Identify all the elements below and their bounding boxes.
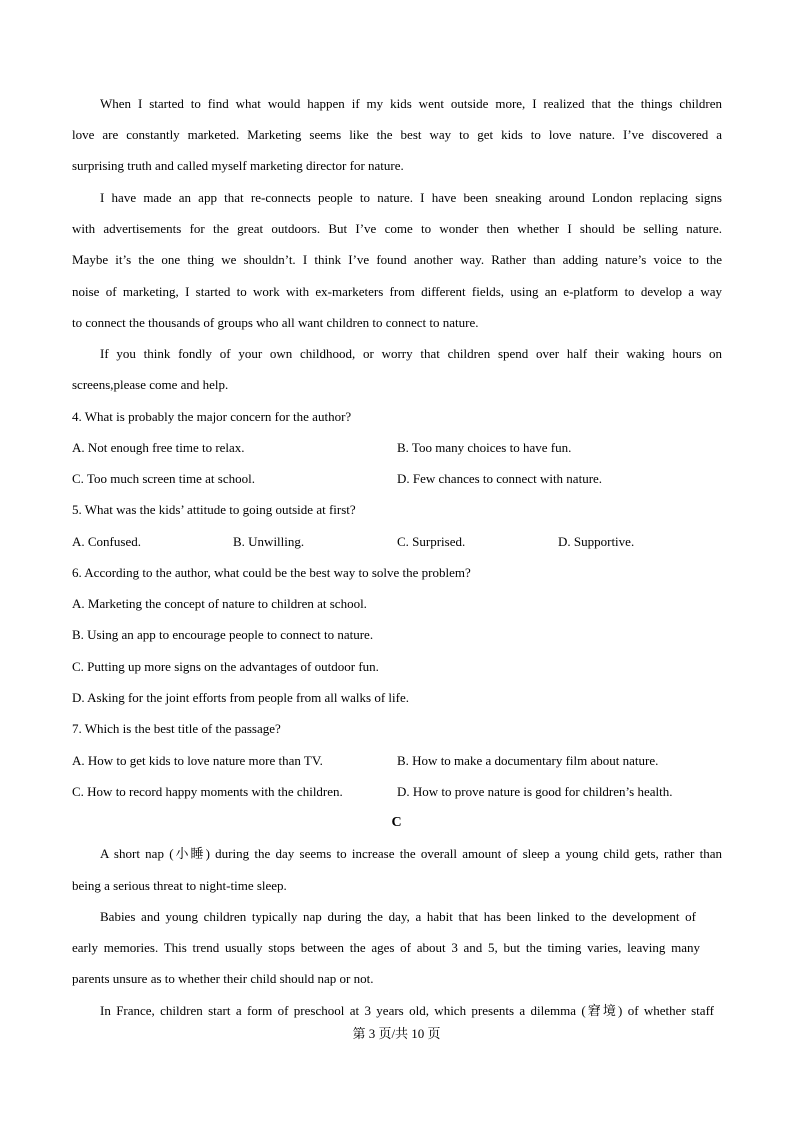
q5-option-b: B. Unwilling. xyxy=(233,534,305,549)
paragraph-line: A short nap (小睡) during the day seems to increase the overall amount of sleep a young child gets, rather than xyxy=(100,846,722,861)
q6-option-c: C. Putting up more signs on the advantages of outdoor fun. xyxy=(72,659,379,674)
q7-option-d: D. How to prove nature is good for children’s health. xyxy=(397,784,673,799)
q4-option-b: B. Too many choices to have fun. xyxy=(397,440,572,455)
paragraph-line: parents unsure as to whether their child should nap or not. xyxy=(72,971,374,986)
paragraph-line: If you think fondly of your own childhood, or worry that children spend over half their waking hours on xyxy=(100,346,722,361)
q5-option-d: D. Supportive. xyxy=(558,534,635,549)
question-7-stem: 7. Which is the best title of the passage? xyxy=(72,721,281,736)
question-4-stem: 4. What is probably the major concern for the author? xyxy=(72,409,352,424)
question-5-stem: 5. What was the kids’ attitude to going outside at first? xyxy=(72,502,356,517)
q5-option-c: C. Surprised. xyxy=(397,534,466,549)
section-heading: C xyxy=(391,815,402,830)
paragraph-line: with advertisements for the great outdoors. But I’ve come to wonder then whether I should be selling nature. xyxy=(72,221,722,236)
page-number: 第 3 页/共 10 页 xyxy=(352,1026,441,1041)
q5-option-a: A. Confused. xyxy=(72,534,141,549)
q7-option-c: C. How to record happy moments with the children. xyxy=(72,784,343,799)
q6-option-d: D. Asking for the joint efforts from people from all walks of life. xyxy=(72,690,409,705)
q4-option-d: D. Few chances to connect with nature. xyxy=(397,471,603,486)
paragraph-line: being a serious threat to night-time sleep. xyxy=(72,878,287,893)
question-6-stem: 6. According to the author, what could be the best way to solve the problem? xyxy=(72,565,471,580)
q7-option-a: A. How to get kids to love nature more than TV. xyxy=(72,753,323,768)
q4-option-c: C. Too much screen time at school. xyxy=(72,471,255,486)
paragraph-line: love are constantly marketed. Marketing seems like the best way to get kids to love nature. I’ve discovered a xyxy=(72,127,722,142)
q6-option-b: B. Using an app to encourage people to connect to nature. xyxy=(72,627,374,642)
q7-option-b: B. How to make a documentary film about nature. xyxy=(397,753,659,768)
paragraph-line: Babies and young children typically nap during the day, a habit that has been linked to the development of xyxy=(100,909,696,924)
paragraph-line: noise of marketing, I started to work with ex-marketers from different fields, using an e-platform to develop a way xyxy=(72,284,722,299)
paragraph-line: When I started to find what would happen if my kids went outside more, I realized that the things children xyxy=(100,96,722,111)
paragraph-line: surprising truth and called myself marketing director for nature. xyxy=(72,158,404,173)
paragraph-line: early memories. This trend usually stops between the ages of about 3 and 5, but the timing varies, leaving many xyxy=(72,940,700,955)
paragraph-line: Maybe it’s the one thing we shouldn’t. I think I’ve found another way. Rather than adding nature’s voice to the xyxy=(72,252,722,267)
q4-option-a: A. Not enough free time to relax. xyxy=(72,440,245,455)
paragraph-line: I have made an app that re-connects people to nature. I have been sneaking around London replacing signs xyxy=(100,190,722,205)
paragraph-line: to connect the thousands of groups who all want children to connect to nature. xyxy=(72,315,479,330)
paragraph-line: In France, children start a form of preschool at 3 years old, which presents a dilemma (窘境) of whether staff xyxy=(100,1003,714,1018)
paragraph-line: screens,please come and help. xyxy=(72,377,229,392)
q6-option-a: A. Marketing the concept of nature to children at school. xyxy=(72,596,367,611)
